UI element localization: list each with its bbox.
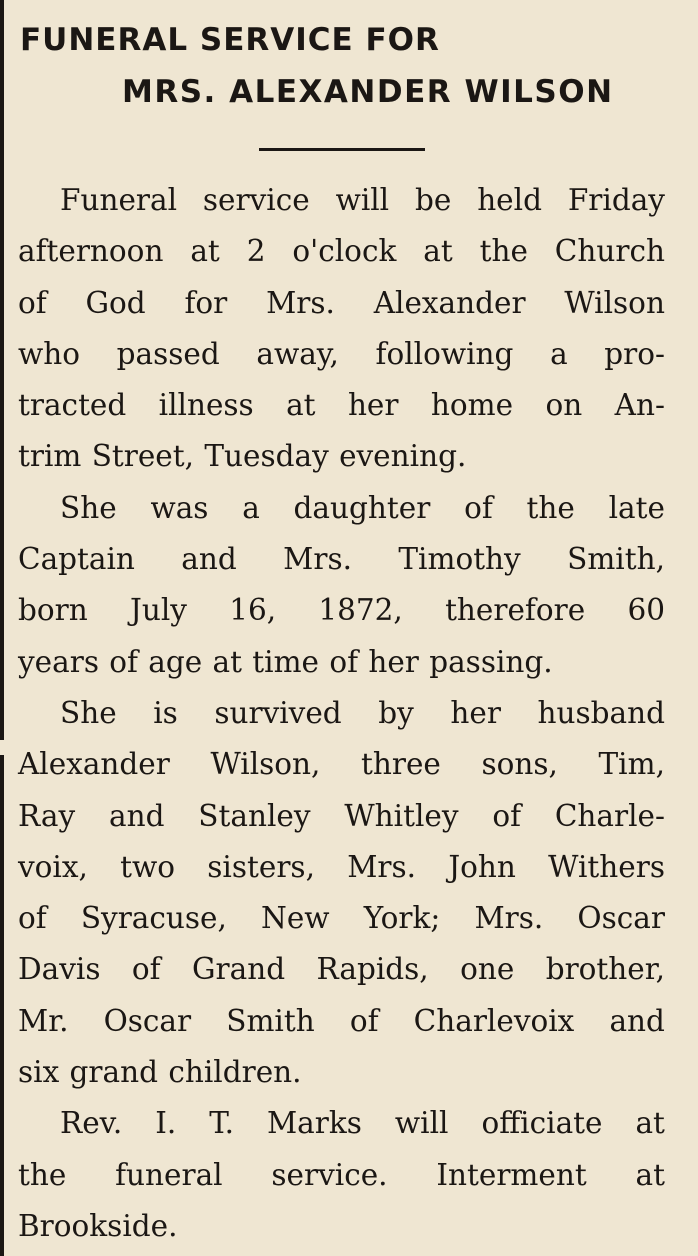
article-word: I.: [155, 1106, 177, 1141]
article-word: Captain: [18, 542, 135, 577]
article-word: a: [242, 490, 260, 525]
article-word: of: [329, 644, 359, 679]
article-word: Friday: [567, 183, 665, 217]
headline-divider: [259, 148, 425, 151]
article-word: at: [635, 1157, 665, 1192]
article-word: and: [609, 1003, 665, 1038]
article-line: [18, 380, 665, 431]
article-word: afternoon: [18, 234, 164, 269]
article-body: [18, 175, 665, 1252]
article-word: Charlevoix: [413, 1003, 575, 1038]
article-word: Interment: [436, 1157, 587, 1192]
article-word: of: [349, 1003, 379, 1038]
article-word: Tim,: [598, 747, 665, 782]
article-word: Mrs.: [347, 849, 417, 884]
article-word: Ray: [18, 798, 76, 833]
article-word: Withers: [548, 849, 665, 884]
article-word: Rev.: [60, 1106, 123, 1141]
article-word: Alexander: [18, 747, 170, 782]
article-word: John: [448, 849, 516, 884]
article-word: of: [131, 952, 161, 987]
article-word: Mr.: [18, 1003, 69, 1038]
article-word: her: [450, 695, 501, 730]
article-word: She: [60, 695, 117, 730]
article-word: Charle-: [554, 798, 665, 833]
article-word: service.: [271, 1157, 388, 1192]
article-word: Wilson,: [210, 747, 321, 782]
article-line: [18, 791, 665, 842]
article-word: Church: [554, 234, 665, 269]
article-word: born: [18, 593, 88, 628]
article-word: following: [375, 336, 514, 371]
article-word: brother,: [545, 952, 665, 987]
article-line: [18, 534, 665, 585]
article-word: Smith: [226, 1003, 315, 1038]
article-line: [18, 1201, 665, 1252]
article-word: trim: [18, 439, 82, 474]
article-word: was: [150, 490, 209, 525]
article-word: of: [18, 285, 47, 320]
article-line: [18, 688, 665, 739]
article-word: will: [394, 1106, 449, 1141]
article-line: [18, 996, 665, 1047]
headline-line-2: MRS. ALEXANDER WILSON: [122, 74, 614, 110]
article-word: service: [202, 183, 310, 217]
article-word: evening.: [339, 439, 467, 474]
article-word: Oscar: [103, 1003, 192, 1038]
article-word: daughter: [293, 490, 431, 525]
article-word: pro-: [604, 336, 665, 371]
article-word: for: [184, 285, 228, 320]
article-word: 1872,: [318, 593, 403, 628]
article-line: [18, 329, 665, 380]
article-word: held: [477, 183, 542, 217]
article-line: [18, 1047, 665, 1098]
article-word: who: [18, 336, 81, 371]
article-word: Smith,: [567, 542, 665, 577]
article-word: and: [181, 542, 237, 577]
article-word: her: [368, 644, 419, 679]
article-word: the: [479, 234, 528, 269]
article-word: home: [430, 388, 514, 423]
column-rule: [0, 0, 4, 740]
article-word: grand: [69, 1055, 158, 1090]
article-word: Mrs.: [266, 285, 335, 320]
article-word: at: [190, 234, 220, 269]
article-word: Street,: [91, 439, 195, 474]
article-word: one: [460, 952, 515, 987]
article-word: Rapids,: [316, 952, 429, 987]
article-word: sisters,: [207, 849, 315, 884]
article-word: therefore: [445, 593, 586, 628]
article-word: Stanley: [198, 798, 311, 833]
article-word: be: [414, 183, 452, 217]
article-word: survived: [214, 695, 342, 730]
article-word: Syracuse,: [80, 901, 227, 936]
article-word: Brookside.: [18, 1208, 178, 1243]
article-word: God: [85, 285, 146, 320]
article-word: 60: [627, 593, 665, 628]
article-word: New: [261, 901, 330, 936]
article-word: Whitley: [344, 798, 459, 833]
article-word: Wilson: [564, 285, 665, 320]
article-word: sons,: [481, 747, 558, 782]
article-word: a: [550, 336, 568, 371]
article-word: passed: [116, 336, 220, 371]
article-word: passing.: [429, 644, 553, 679]
article-word: Mrs.: [283, 542, 352, 577]
article-line: [18, 431, 665, 482]
article-line: [18, 585, 665, 636]
article-word: o'clock: [292, 234, 397, 269]
article-word: the: [526, 490, 575, 525]
article-word: July: [130, 593, 187, 628]
article-line: [18, 944, 665, 995]
article-word: 16,: [229, 593, 277, 628]
column-rule: [0, 755, 4, 1256]
article-word: Grand: [191, 952, 286, 987]
article-word: three: [361, 747, 441, 782]
headline-line-1: FUNERAL SERVICE FOR: [20, 22, 440, 58]
article-word: at: [286, 388, 316, 423]
article-word: Oscar: [577, 901, 665, 936]
article-word: two: [120, 849, 176, 884]
article-word: age: [148, 644, 203, 679]
article-word: her: [347, 388, 399, 423]
article-word: by: [378, 695, 414, 730]
article-word: voix,: [18, 849, 88, 884]
article-word: on: [545, 388, 583, 423]
article-word: children.: [168, 1055, 302, 1090]
article-word: at: [212, 644, 242, 679]
article-word: Marks: [266, 1106, 362, 1141]
article-word: officiate: [481, 1106, 603, 1141]
article-word: of: [109, 644, 138, 679]
article-word: is: [153, 695, 178, 730]
article-word: of: [18, 901, 47, 936]
article-word: Mrs.: [474, 901, 544, 936]
article-word: She: [60, 490, 117, 525]
article-line: [18, 1098, 665, 1149]
article-word: tracted: [18, 388, 127, 423]
article-word: Funeral: [60, 183, 178, 217]
article-word: time: [252, 644, 320, 679]
article-line: [18, 175, 665, 226]
article-line: [18, 226, 665, 277]
article-word: An-: [614, 388, 665, 423]
article-word: and: [108, 798, 165, 833]
article-word: T.: [209, 1106, 234, 1141]
article-word: funeral: [115, 1157, 223, 1192]
article-line: [18, 637, 665, 688]
article-word: Timothy: [398, 542, 521, 577]
article-word: 2: [246, 234, 266, 269]
article-word: the: [18, 1157, 67, 1192]
article-word: of: [464, 490, 493, 525]
article-word: six: [18, 1055, 60, 1090]
article-word: Davis: [18, 952, 101, 987]
article-line: [18, 842, 665, 893]
article-line: [18, 278, 665, 329]
article-word: Alexander: [373, 285, 526, 320]
article-word: years: [18, 644, 99, 679]
article-line: [18, 739, 665, 790]
article-word: York;: [363, 901, 441, 936]
article-line: [18, 483, 665, 534]
article-word: away,: [256, 336, 339, 371]
article-word: will: [335, 183, 390, 217]
article-word: illness: [158, 388, 254, 423]
article-word: of: [492, 798, 522, 833]
article-word: late: [608, 490, 665, 525]
article-word: at: [635, 1106, 665, 1141]
article-line: [18, 893, 665, 944]
article-word: Tuesday: [204, 439, 329, 474]
article-word: at: [423, 234, 453, 269]
article-word: husband: [537, 695, 665, 730]
article-line: [18, 1150, 665, 1201]
